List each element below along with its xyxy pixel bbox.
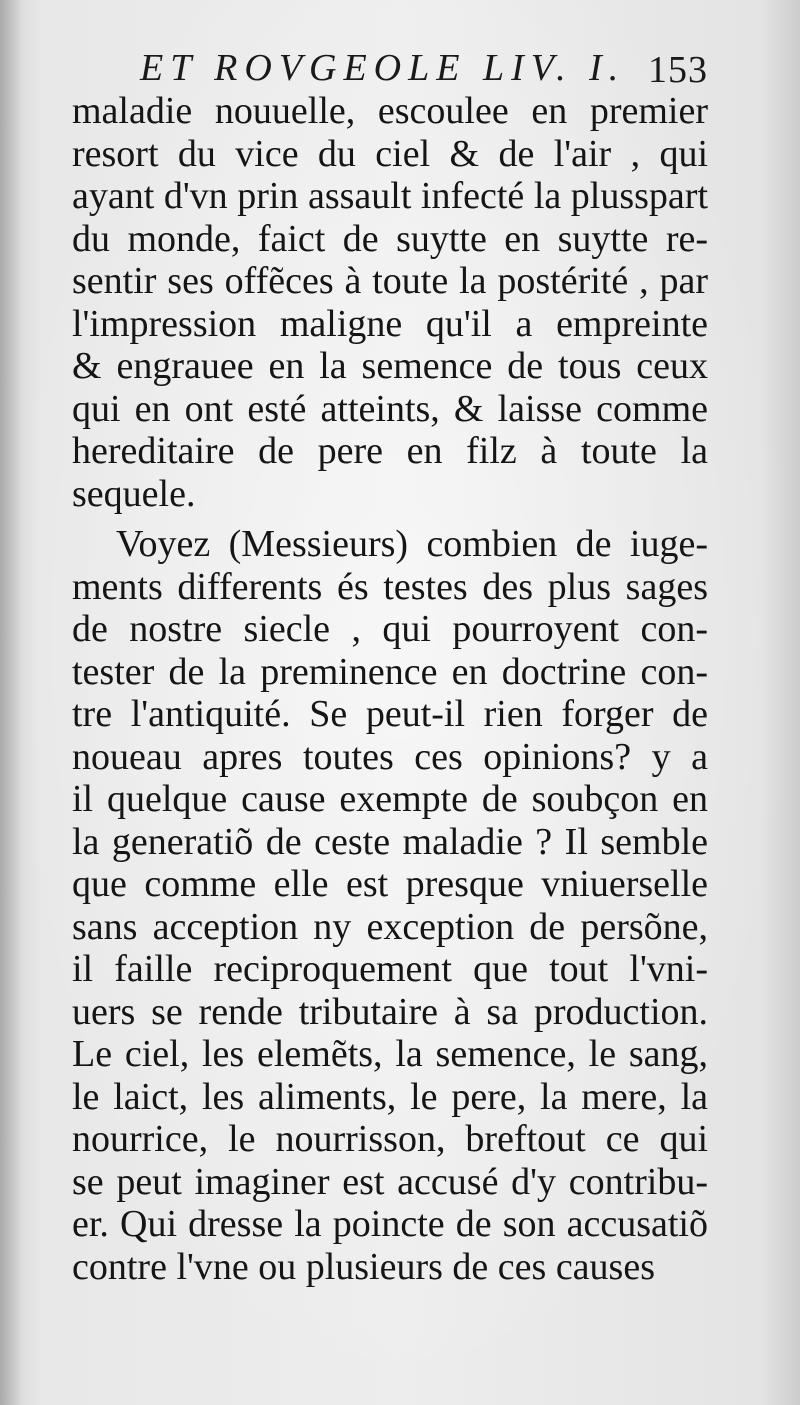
paragraph-2 [72,523,708,1288]
text-line: de nostre siecle , qui pourroyent con- [72,608,708,650]
page-number: 153 [648,49,708,91]
text-line: noueau apres toutes ces opinions? y a [72,735,708,778]
text-line: sequele. [72,472,196,515]
text-line: uers se rende tributaire à sa production. [72,990,708,1033]
text-line: tester de la preminence en doctrine con- [72,650,708,693]
text-line: le laict, les aliments, le pere, la mere, la [72,1075,708,1118]
text-line: tre l'antiquité. Se peut-il rien forger de [72,693,708,735]
text-line: ments differents és testes des plus sages [72,565,708,608]
text-line: er. Qui dresse la poincte de son accusatiõ [72,1203,708,1245]
text-line: il quelque cause exempte de soubçon en [72,778,708,820]
text-line: maladie nouuelle, escoulee en premier [72,90,708,132]
text-line: qui en ont esté atteints, & laisse comme [72,387,708,430]
text-line: Le ciel, les elemẽts, la semence, le sang, [72,1033,708,1075]
text-line: hereditaire de pere en filz à toute la [72,430,708,472]
text-line: sentir ses offẽces à toute la postérité , par [72,260,708,302]
text-line: & engrauee en la semence de tous ceux [72,345,708,387]
paragraph-1 [72,90,708,515]
text-line: du monde, faict de suytte en suytte re- [72,217,708,260]
paragraph-gap [72,515,708,523]
text-line: l'impression maligne qu'il a empreinte [72,302,708,345]
running-head: ET ROVGEOLE LIV. I. [140,47,626,89]
text-line: contre l'vne ou plusieurs de ces causes [72,1245,655,1288]
text-line: ayant d'vn prin assault infecté la plusspart [72,175,708,217]
body-text [72,90,708,1288]
text-line: se peut imaginer est accusé d'y contribu- [72,1160,708,1203]
text-line: resort du vice du ciel & de l'air , qui [72,132,708,175]
text-line: Voyez (Messieurs) combien de iuge- [116,523,708,565]
text-line: nourrice, le nourrisson, breftout ce qui [72,1118,708,1160]
text-line: que comme elle est presque vniuerselle [72,863,708,905]
gutter-shadow [0,0,22,1405]
text-line: sans acception ny exception de persõne, [72,905,708,948]
text-line: il faille reciproquement que tout l'vni- [72,948,708,990]
text-line: la generatiõ de ceste maladie ? Il semble [72,820,708,863]
